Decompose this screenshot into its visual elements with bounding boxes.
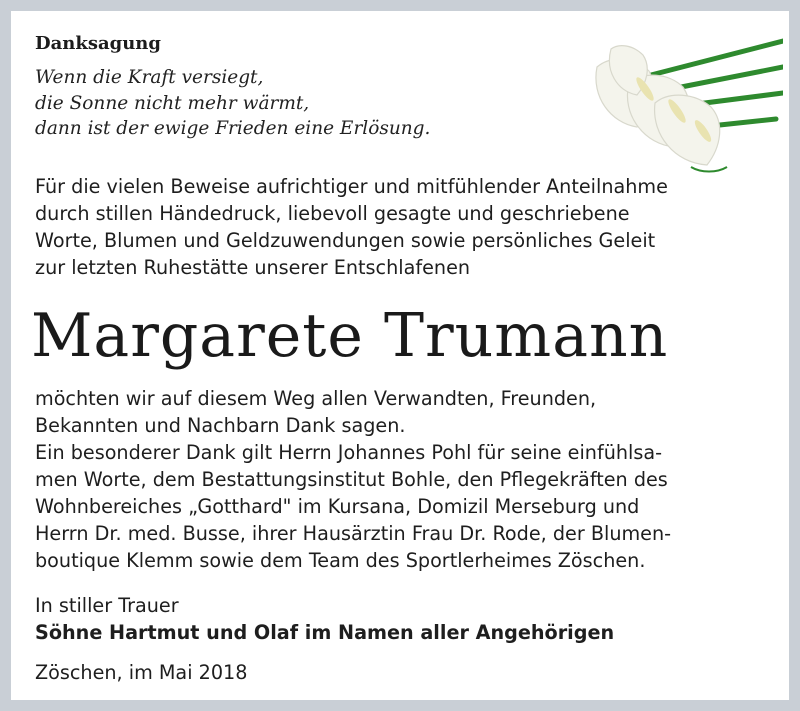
thanks-line: boutique Klemm sowie dem Team des Sportlerheimes Zöschen.: [35, 549, 646, 572]
thanks-line: Ein besonderer Dank gilt Herrn Johannes Pohl für seine einfühlsa-: [35, 441, 663, 464]
place-date: Zöschen, im Mai 2018: [35, 661, 248, 684]
thanks-line: Bekannten und Nachbarn Dank sagen.: [35, 414, 406, 437]
poem: [35, 65, 430, 142]
calla-lily-flowers-icon: [571, 27, 783, 177]
poem-line: Wenn die Kraft versiegt,: [35, 67, 264, 88]
poem-line: die Sonne nicht mehr wärmt,: [35, 92, 310, 114]
thanks-line: möchten wir auf diesem Weg allen Verwandten, Freunden,: [35, 387, 597, 410]
intro-paragraph: [35, 173, 668, 281]
intro-line: zur letzten Ruhestätte unserer Entschlafenen: [35, 256, 471, 279]
deceased-name: Margarete Trumann: [31, 301, 669, 371]
intro-line: Für die vielen Beweise aufrichtiger und mitfühlender Anteilnahme: [35, 175, 668, 198]
closing-block: [35, 592, 614, 646]
obituary-notice-card: [11, 11, 789, 700]
thanks-line: Wohnbereiches „Gotthard" im Kursana, Domizil Merseburg und: [35, 495, 640, 518]
intro-line: durch stillen Händedruck, liebevoll gesagte und geschriebene: [35, 202, 630, 225]
thanks-line: Herrn Dr. med. Busse, ihrer Hausärztin Frau Dr. Rode, der Blumen-: [35, 522, 672, 545]
poem-line: dann ist der ewige Frieden eine Erlösung.: [35, 118, 431, 139]
thanks-paragraph: [35, 385, 671, 574]
notice-heading: Danksagung: [35, 33, 161, 54]
mourning-phrase: In stiller Trauer: [35, 594, 179, 617]
intro-line: Worte, Blumen und Geldzuwendungen sowie persönliches Geleit: [35, 229, 656, 252]
signers: Söhne Hartmut und Olaf im Namen aller Angehörigen: [35, 621, 615, 644]
thanks-line: men Worte, dem Bestattungsinstitut Bohle, den Pflegekräften des: [35, 468, 668, 491]
